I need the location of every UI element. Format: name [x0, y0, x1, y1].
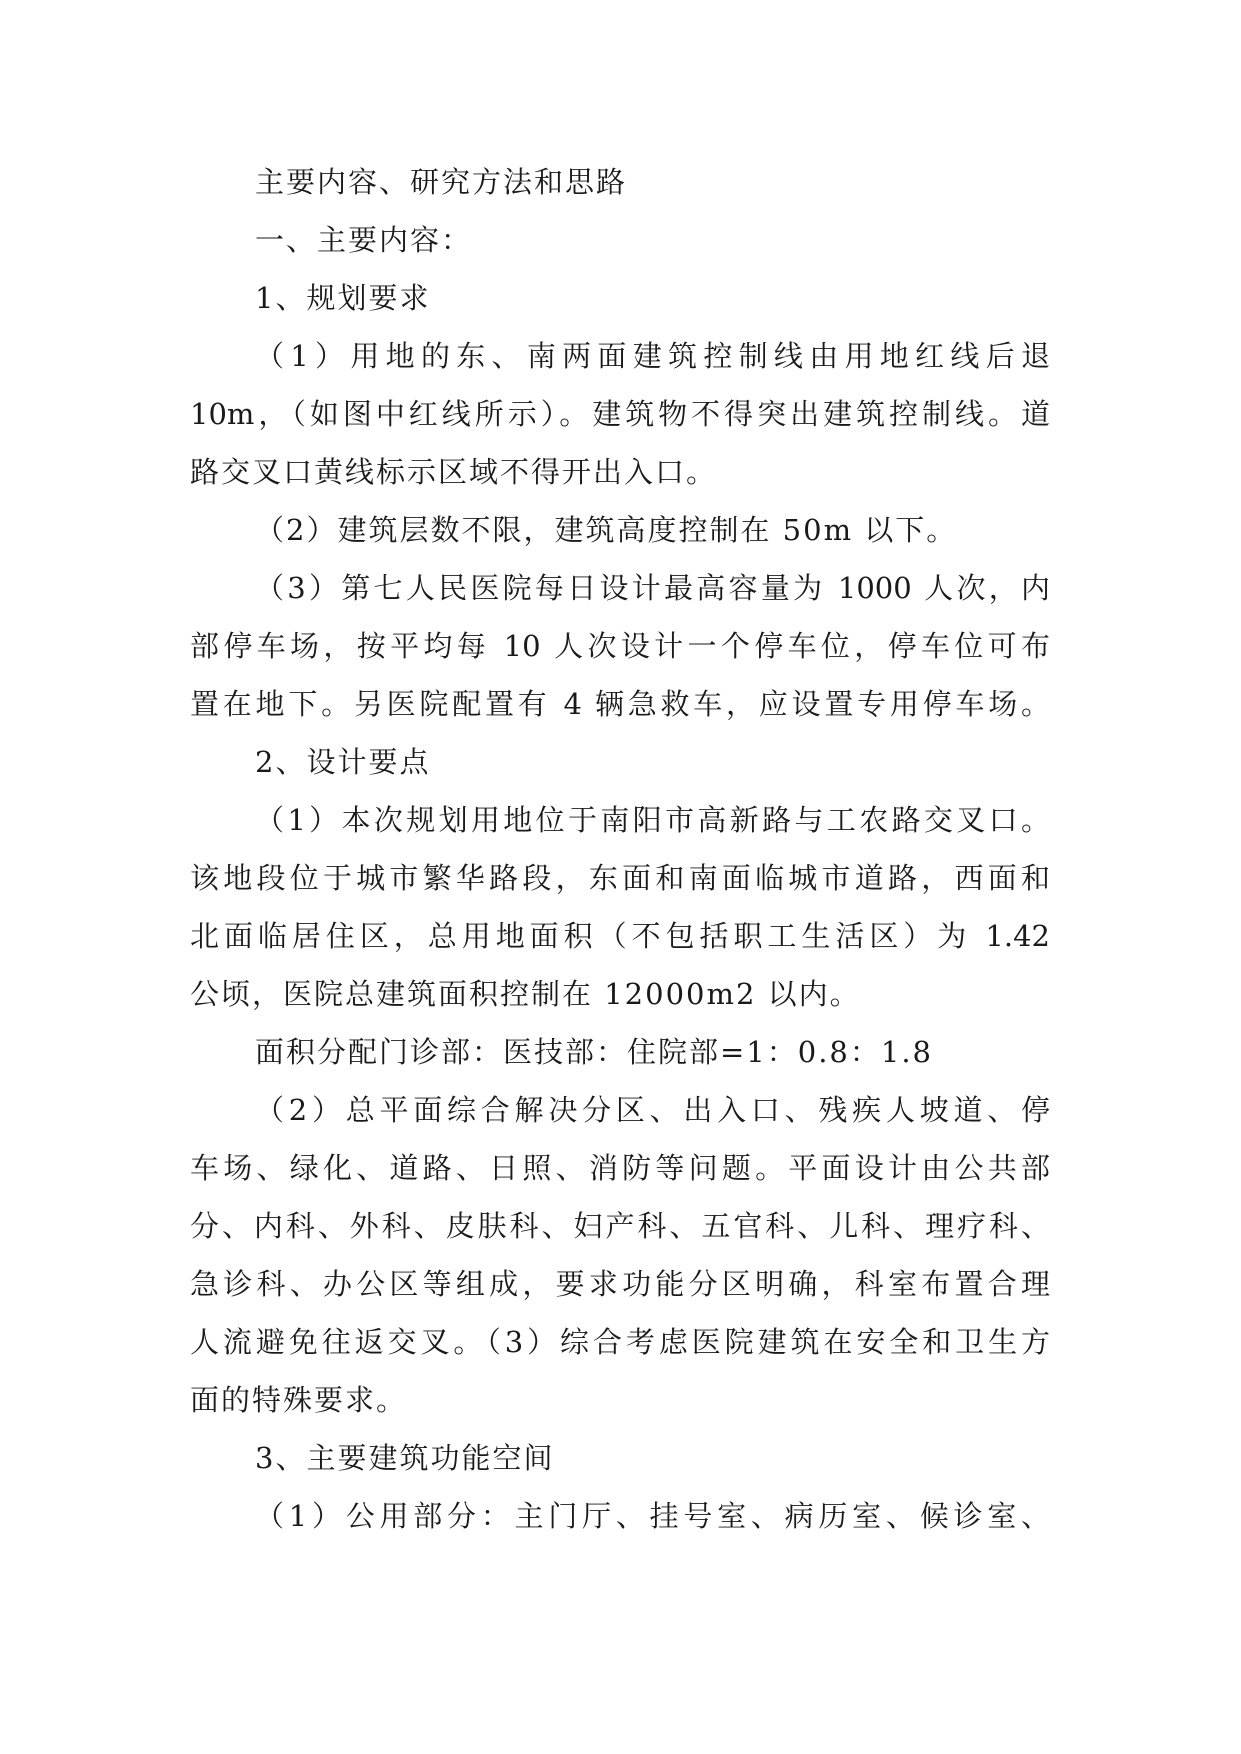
paragraph-line: 分、内科、外科、皮肤科、妇产科、五官科、儿科、理疗科、	[190, 1209, 1050, 1243]
subsection-heading: 1、规划要求	[255, 281, 431, 315]
paragraph-line: （3）第七人民医院每日设计最高容量为 1000 人次，内	[255, 571, 1050, 605]
paragraph-line: 公顷，医院总建筑面积控制在 12000m2 以内。	[190, 977, 861, 1011]
subsection-heading: 2、设计要点	[255, 745, 431, 779]
paragraph-line: （1）本次规划用地位于南阳市高新路与工农路交叉口。	[255, 803, 1050, 837]
paragraph-line: 车场、绿化、道路、日照、消防等问题。平面设计由公共部	[190, 1151, 1050, 1185]
paragraph-line: 北面临居住区，总用地面积（不包括职工生活区）为 1.42	[190, 919, 1050, 953]
subsection-heading: 3、主要建筑功能空间	[255, 1441, 555, 1475]
paragraph-line: 面的特殊要求。	[190, 1383, 408, 1417]
paragraph-line: （2）建筑层数不限，建筑高度控制在 50m 以下。	[255, 513, 958, 547]
paragraph-line: （2）总平面综合解决分区、出入口、残疾人坡道、停	[255, 1093, 1050, 1127]
paragraph-line: 该地段位于城市繁华路段，东面和南面临城市道路，西面和	[190, 861, 1050, 895]
paragraph-line: （1）公用部分：主门厅、挂号室、病历室、候诊室、	[255, 1499, 1050, 1533]
paragraph-line: （1）用地的东、南两面建筑控制线由用地红线后退	[255, 339, 1050, 373]
section-heading: 一、主要内容：	[255, 223, 473, 257]
paragraph-line: 10m，（如图中红线所示）。建筑物不得突出建筑控制线。道	[190, 397, 1050, 431]
paragraph-line: 路交叉口黄线标示区域不得开出入口。	[190, 455, 718, 489]
paragraph-line: 人流避免往返交叉。（3）综合考虑医院建筑在安全和卫生方	[190, 1325, 1050, 1359]
paragraph-line: 部停车场，按平均每 10 人次设计一个停车位，停车位可布	[190, 629, 1050, 663]
paragraph-line: 急诊科、办公区等组成，要求功能分区明确，科室布置合理	[190, 1267, 1050, 1301]
document-heading: 主要内容、研究方法和思路	[255, 165, 628, 199]
paragraph-line: 置在地下。另医院配置有 4 辆急救车，应设置专用停车场。	[190, 687, 1050, 721]
paragraph-line: 面积分配门诊部：医技部：住院部=1：0.8：1.8	[255, 1035, 933, 1069]
